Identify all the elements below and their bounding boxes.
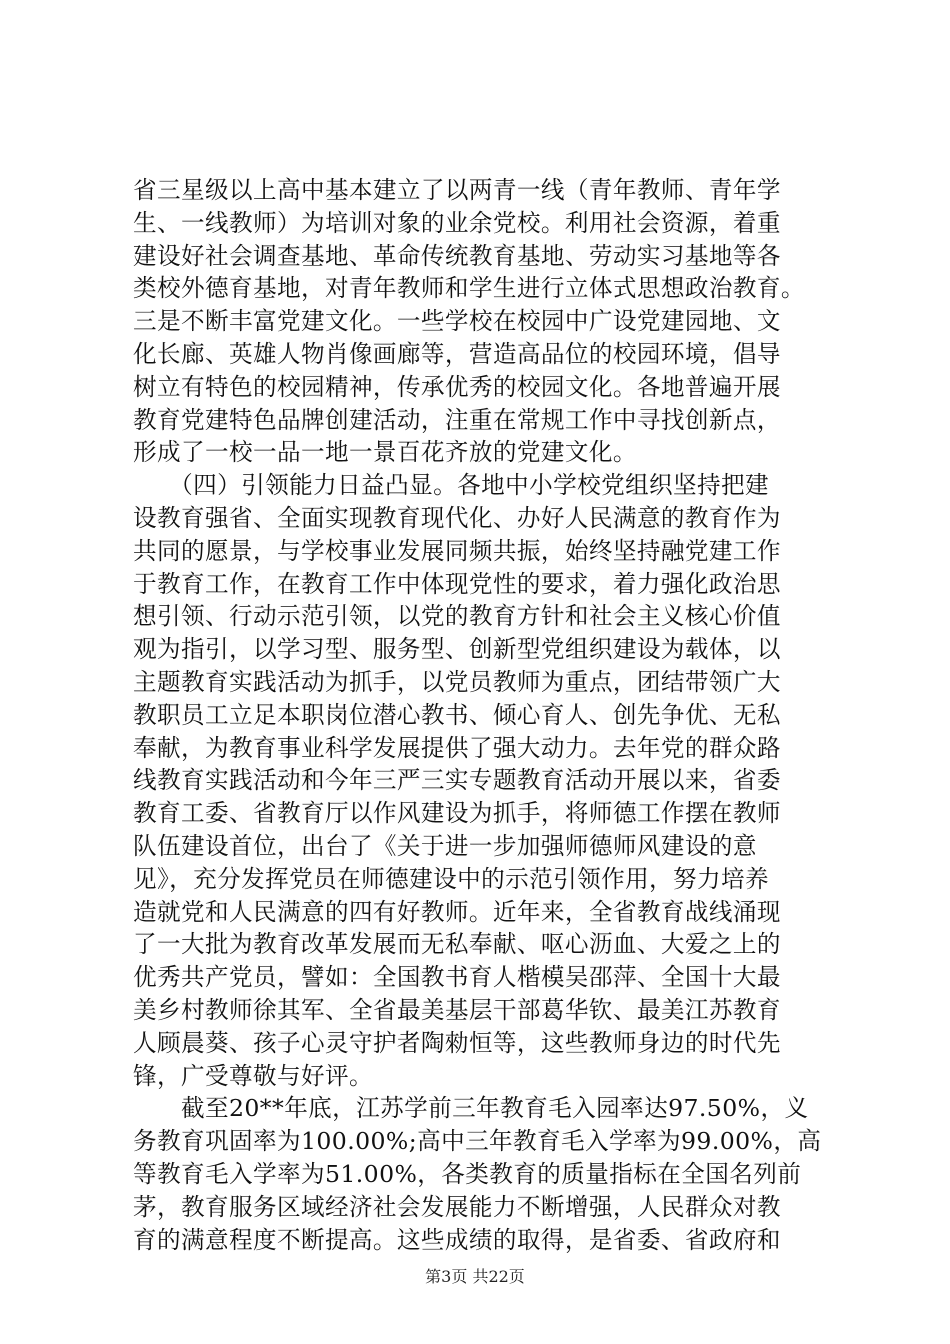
text-line: 优秀共产党员，譬如：全国教书育人楷模吴邵萍、全国十大最: [133, 963, 781, 992]
text-line: 锋，广受尊敬与好评。: [133, 1061, 373, 1090]
text-line: 队伍建设首位，出台了《关于进一步加强师德师风建设的意: [133, 831, 757, 860]
text-line: 育的满意程度不断提高。这些成绩的取得，是省委、省政府和: [133, 1225, 781, 1254]
text-line: 教育党建特色品牌创建活动，注重在常规工作中寻找创新点，: [133, 405, 781, 434]
text-line: 主题教育实践活动为抓手，以党员教师为重点，团结带领广大: [133, 667, 781, 696]
text-line: 于教育工作，在教育工作中体现党性的要求，着力强化政治思: [133, 569, 781, 598]
text-line: 省三星级以上高中基本建立了以两青一线（青年教师、青年学: [133, 176, 781, 204]
text-line: 美乡村教师徐其军、全省最美基层干部葛华钦、最美江苏教育: [133, 995, 781, 1024]
page-footer: 第3页 共22页: [425, 1267, 525, 1286]
text-line: 线教育实践活动和今年三严三实专题教育活动开展以来，省委: [133, 766, 781, 795]
text-line: 观为指引，以学习型、服务型、创新型党组织建设为载体，以: [133, 635, 781, 664]
text-line: 见》，充分发挥党员在师德建设中的示范引领作用，努力培养: [133, 864, 770, 893]
text-line: 人顾晨葵、孩子心灵守护者陶勑恒等，这些教师身边的时代先: [133, 1028, 781, 1057]
text-line: 想引领、行动示范引领，以党的教育方针和社会主义核心价值: [133, 602, 781, 631]
text-line: 生、一线教师）为培训对象的业余党校。利用社会资源，着重: [133, 208, 781, 237]
text-line: 教育工委、省教育厅以作风建设为抓手，将师德工作摆在教师: [133, 799, 781, 828]
text-line: 树立有特色的校园精神，传承优秀的校园文化。各地普遍开展: [133, 372, 781, 401]
text-line: 了一大批为教育改革发展而无私奉献、呕心沥血、大爱之上的: [133, 930, 781, 959]
text-line: 形成了一校一品一地一景百花齐放的党建文化。: [133, 438, 637, 467]
text-line: 奉献，为教育事业科学发展提供了强大动力。去年党的群众路: [133, 733, 781, 762]
text-line: 茅，教育服务区域经济社会发展能力不断增强，人民群众对教: [133, 1192, 781, 1221]
text-line: 化长廊、英雄人物肖像画廊等，营造高品位的校园环境，倡导: [133, 339, 781, 368]
text-line: 教职员工立足本职岗位潜心教书、倾心育人、创先争优、无私: [133, 700, 781, 729]
text-line: 务教育巩固率为100.00%;高中三年教育毛入学率为99.00%，高: [133, 1127, 822, 1156]
text-line: 建设好社会调查基地、革命传统教育基地、劳动实习基地等各: [133, 241, 781, 270]
text-line: 类校外德育基地，对青年教师和学生进行立体式思想政治教育。: [133, 274, 805, 303]
text-line: 等教育毛入学率为51.00%，各类教育的质量指标在全国名列前: [133, 1159, 802, 1188]
text-line: 设教育强省、全面实现教育现代化、办好人民满意的教育作为: [133, 503, 781, 532]
text-line: 三是不断丰富党建文化。一些学校在校园中广设党建园地、文: [133, 307, 781, 336]
text-line: 造就党和人民满意的四有好教师。近年来，全省教育战线涌现: [133, 897, 781, 926]
text-line: （四）引领能力日益凸显。各地中小学校党组织坚持把建: [133, 471, 770, 500]
body-text: [133, 174, 833, 1256]
text-line: 共同的愿景，与学校事业发展同频共振，始终坚持融党建工作: [133, 536, 781, 565]
text-line: 截至20**年底，江苏学前三年教育毛入园率达97.50%，义: [133, 1094, 809, 1123]
